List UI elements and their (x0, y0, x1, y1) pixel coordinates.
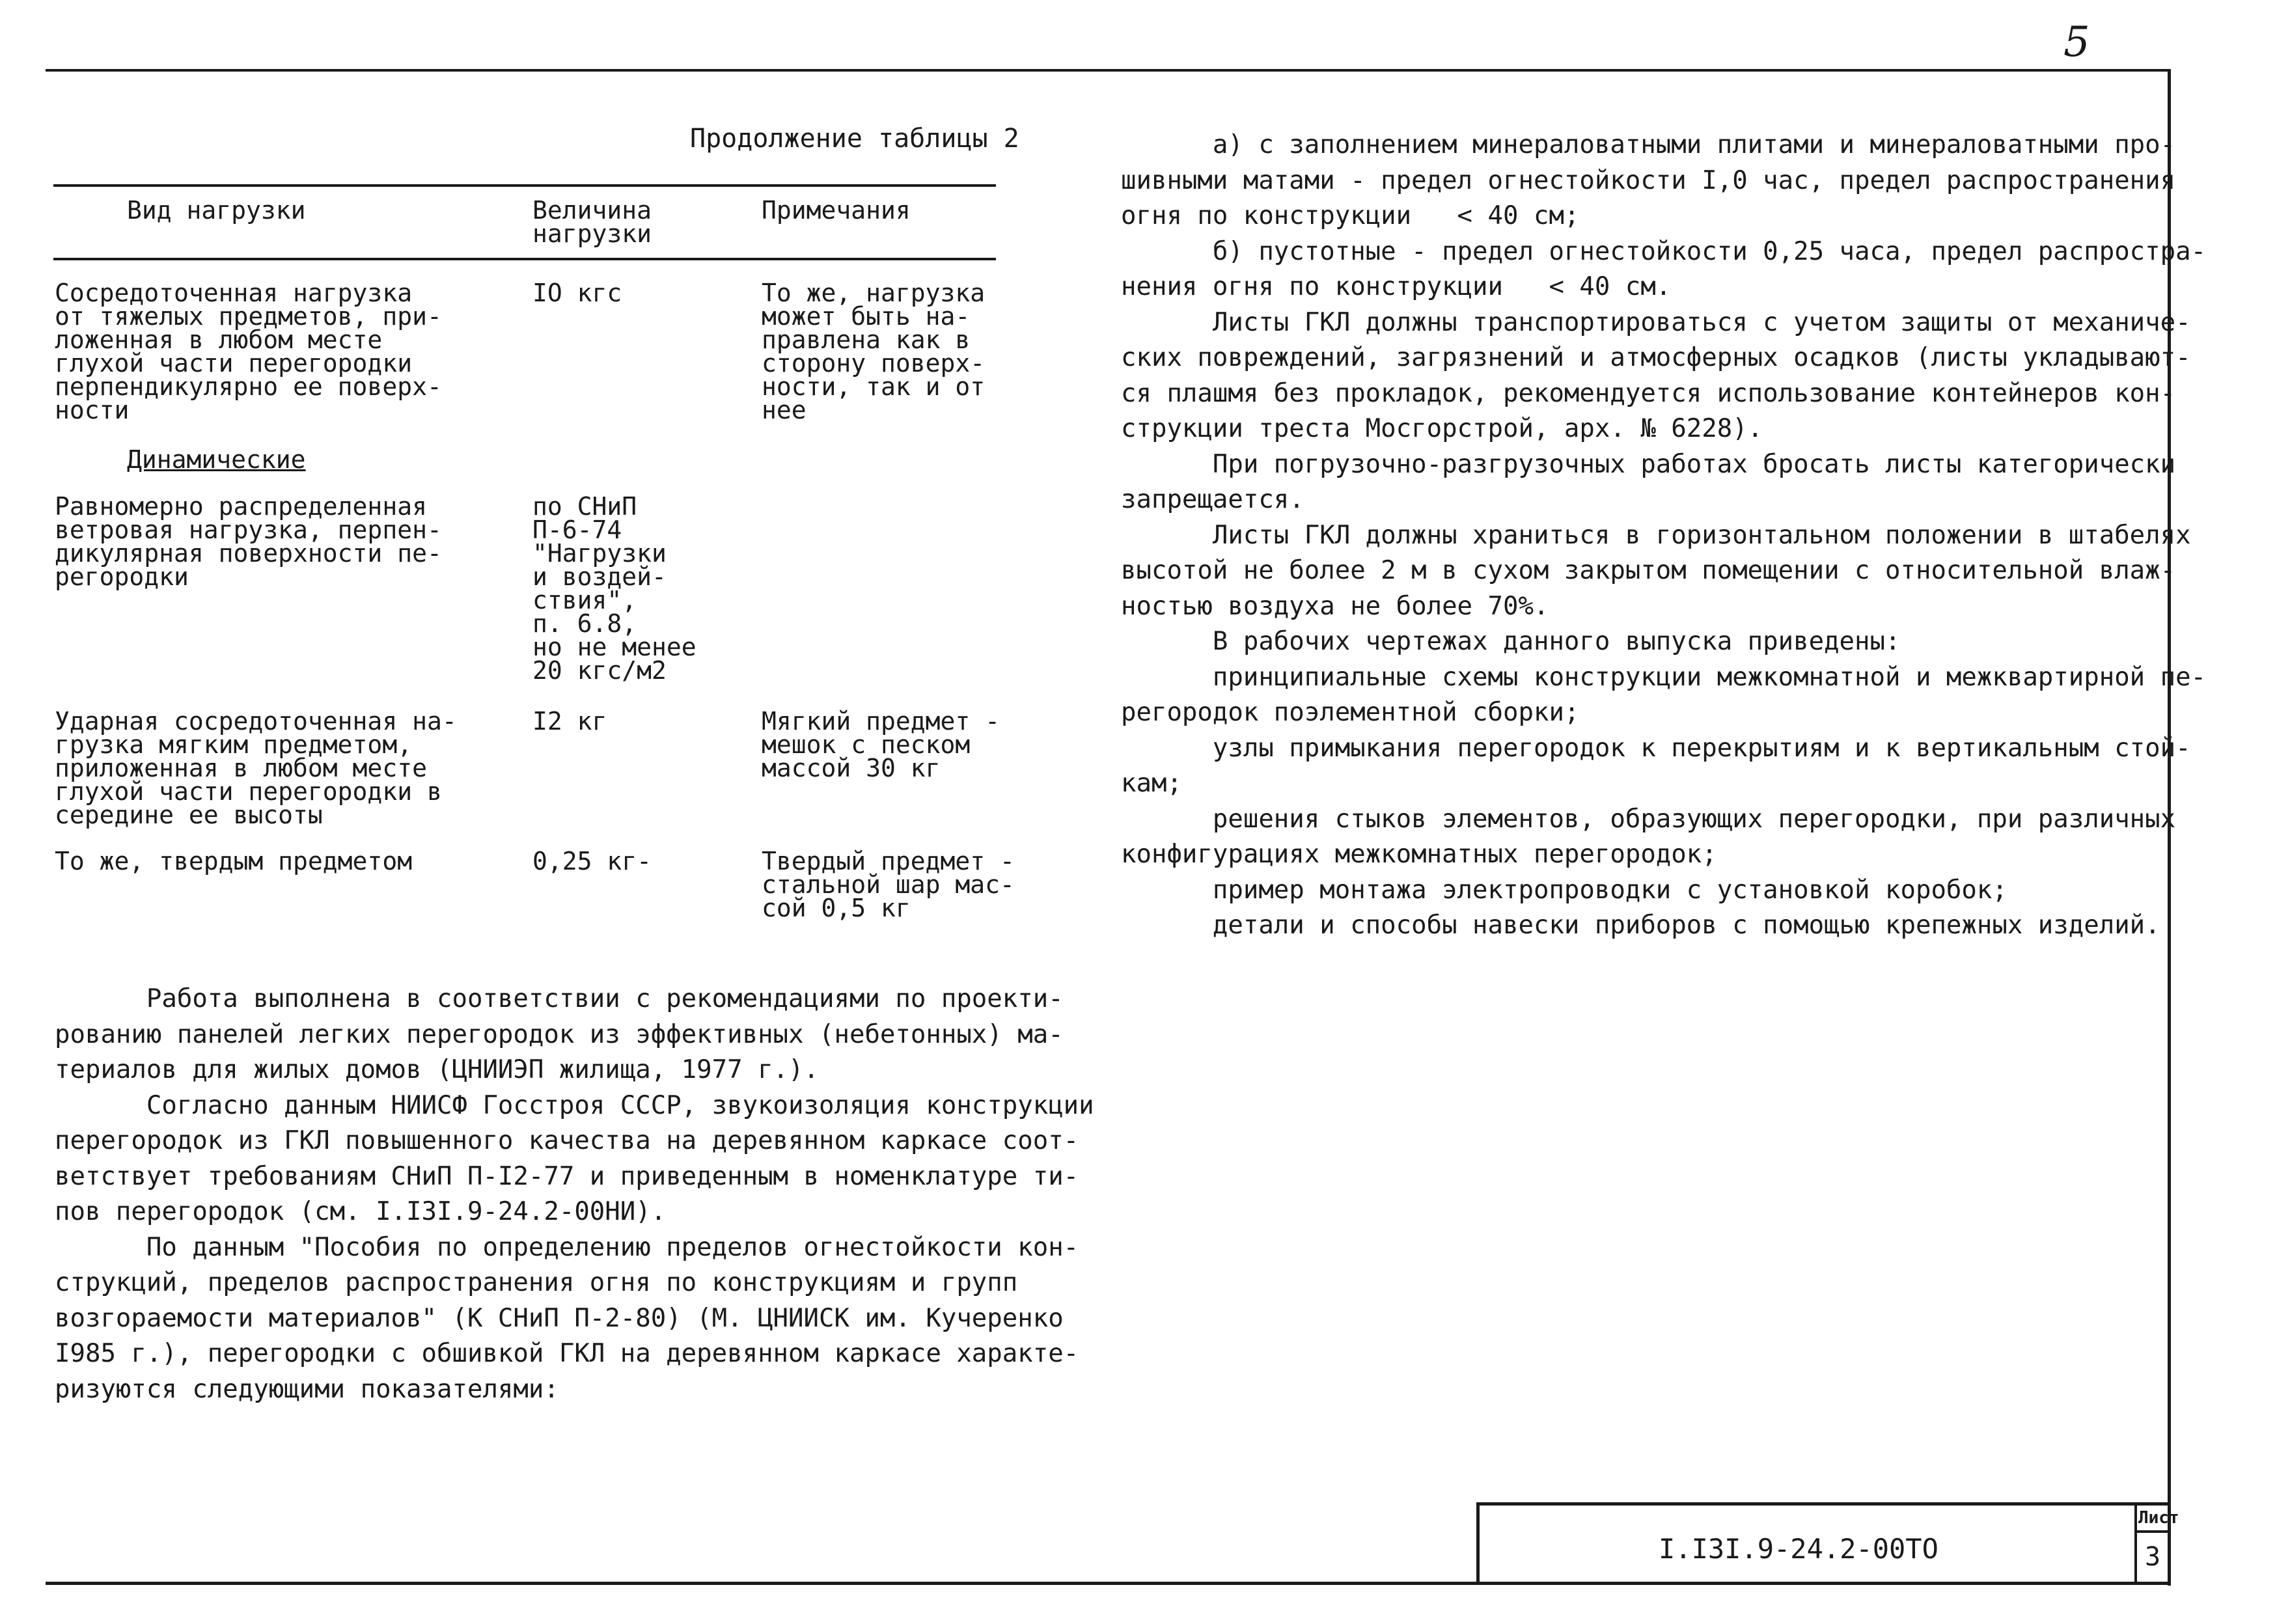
row-3-value: I2 кг (532, 707, 607, 736)
row-1-value: IO кгс (532, 279, 622, 307)
title-block (1476, 1502, 2179, 1584)
header-notes: Примечания (762, 196, 911, 225)
row-3-type: Ударная сосредоточенная на- грузка мягким предметом, приложенная в любом месте глухой части перегородки в середине ее высоты (55, 707, 457, 829)
row-2-type: Равномерно распределенная ветровая нагрузка, перпен- дикулярная поверхности пе- регородки (55, 492, 442, 591)
sheet-cell-divider (2134, 1506, 2137, 1584)
sheet-label-rule (2137, 1530, 2170, 1533)
row-2-value: по СНиП П-6-74 "Нагрузки и воздей- ствия", п. 6.8, но не менее 20 кгс/м2 (532, 492, 697, 685)
document-code: I.I3I.9-24.2-00ТО (1659, 1533, 1938, 1565)
row-4-note: Твердый предмет - стальной шар мас- сой 0,5 кг (762, 847, 1015, 922)
page-number: 5 (2063, 18, 2090, 66)
table-caption: Продолжение таблицы 2 (690, 124, 1019, 154)
table-header-rule (53, 258, 996, 260)
header-load-value: Величина нагрузки (532, 196, 652, 248)
row-1-type: Сосредоточенная нагрузка от тяжелых предметов, при- ложенная в любом месте глухой части перегородки перпендикулярно ее поверх- ности (55, 279, 442, 424)
sheet-label: Лист (2138, 1508, 2179, 1528)
left-body-text: Работа выполнена в соответствии с рекомендациями по проекти- рованию панелей легких перегородок из эффективных (небетонных) ма- териалов для жилых домов (ЦНИИЭП жилища, 1977 г.). Согласно данным НИИСФ Госстроя СССР, звукоизоляция конструкции перегородок из ГКЛ повышенного качества на деревянном каркасе соот- ветствует требованиям СНиП П-I2-77 и приведенным в номенклатуре ти- пов перегородок (см. I.I3I.9-24.2-00НИ). По данным "Пособия по определению пределов огнестойкости кон- струкций, пределов распространения огня по конструкциям и групп возгораемости материалов" (К СНиП П-2-80) (М. ЦНИИСК им. Кучеренко I985 г.), перегородки с обшивкой ГКЛ на деревянном каркасе характе- ризуются следующими показателями: (55, 984, 1094, 1404)
header-load-type: Вид нагрузки (127, 196, 306, 225)
row-3-note: Мягкий предмет - мешок с песком массой 30 кг (762, 707, 1000, 782)
row-1-note: То же, нагрузка может быть на- правлена как в сторону поверх- ности, так и от нее (762, 279, 986, 424)
top-border (46, 69, 2169, 72)
row-4-value: 0,25 кг- (532, 847, 652, 875)
right-body-text: а) с заполнением минераловатными плитами и минераловатными про- шивными матами - предел огнестойкости I,0 час, предел распространения огня по конструкции < 40 см; б) пустотные - предел огнестойкости 0,25 часа, предел распростра- нения огня по конструкции < 40 см. Листы ГКЛ должны транспортироваться с учетом защиты от механиче- ских повреждений, загрязнений и атмосферных осадков (листы укладывают- ся плашмя без прокладок, рекомендуется использование контейнеров кон- струкции треста Мосгорстрой, арх. № 6228). При погрузочно-разгрузочных работах бросать листы категорически запрещается. Листы ГКЛ должны храниться в горизонтальном положении в штабелях высотой не более 2 м в сухом закрытом помещении с относительной влаж- ностью воздуха не более 70%. В рабочих чертежах данного выпуска приведены: принципиальные схемы конструкции межкомнатной и межквартирной пе- регородок поэлементной сборки; узлы примыкания перегородок к перекрытиям и к вертикальным стой- кам; решения стыков элементов, образующих перегородки, при различных конфигурациях межкомнатных перегородок; пример монтажа электропроводки с установкой коробок; детали и способы навески приборов с помощью крепежных изделий. (1121, 130, 2207, 940)
section-dynamic: Динамические (127, 445, 306, 474)
table-top-rule (53, 184, 996, 187)
row-4-type: То же, твердым предметом (55, 847, 413, 875)
sheet-number: 3 (2145, 1542, 2161, 1572)
